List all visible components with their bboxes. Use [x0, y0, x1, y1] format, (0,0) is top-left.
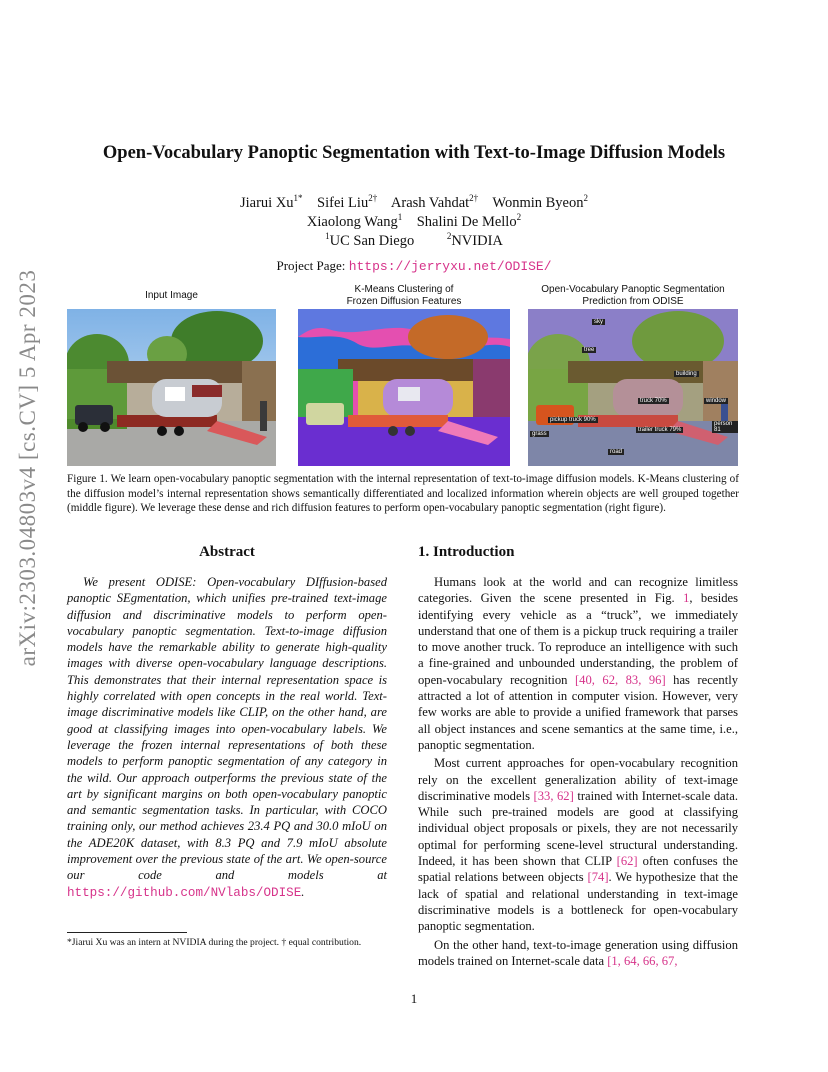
intro-paragraph-3: On the other hand, text-to-image generation using diffusion models trained on Internet-scale data [1, 64, 66, 67, — [418, 937, 738, 968]
citation[interactable]: [40, 62, 83, 96] — [574, 672, 666, 687]
citation[interactable]: [74] — [587, 870, 609, 885]
citation[interactable]: [1, 64, 66, 67, — [607, 953, 678, 968]
intro-paragraph-2: Most current approaches for open-vocabulary recognition rely on the excellent generalization ability of text-image discriminative models [33, 62] trained with Internet-scale data. While such pre-trained models are good at classifying individual object proposals or pixels, they are not necessarily optimal for performing scene-level structural understanding. Indeed, it has been shown that CLIP [62] often confuses the spatial relations between objects [74]. We hypothesize that the lack of spatial and relational understanding in text-image discriminative models is a bottleneck for open-vocabulary panoptic segmentation. — [418, 756, 738, 934]
panel-title-prediction: Open-Vocabulary Panoptic Segmentation Prediction from ODISE — [541, 284, 725, 307]
intro-heading: 1. Introduction — [418, 544, 515, 560]
figure-caption: Figure 1. We learn open-vocabulary panoptic segmentation with the internal representation of text-to-image diffusion models. K-Means clustering of the diffusion model’s internal representation shows semantically differentiated and localized information wherein objects are well grouped together (middle figure). We leverage these dense and rich diffusion features to perform open-vocabulary panoptic segmentation (right figure). — [67, 473, 739, 515]
author-name: Wonmin Byeon — [492, 195, 584, 211]
tag-pickup: pickup truck 90% — [550, 417, 596, 423]
tag-road: road — [610, 449, 623, 455]
citation[interactable]: [33, 62] — [533, 788, 574, 803]
intro-text — [418, 574, 738, 969]
prediction-image — [528, 309, 738, 466]
affiliation: UC San Diego — [329, 233, 415, 249]
panel-title-kmeans: K-Means Clustering of Frozen Diffusion Features — [346, 284, 462, 307]
arxiv-id[interactable]: arXiv:2303.04803v4 [cs.CV] 5 Apr 2023 — [15, 269, 40, 666]
tag-grass: grass — [532, 431, 547, 437]
citation[interactable]: [62] — [616, 854, 638, 869]
tag-truck: truck 70% — [640, 398, 667, 404]
prediction-drawing — [528, 309, 738, 466]
input-image-drawing — [67, 309, 276, 466]
affiliation-line: $^1$UC San Diego $^2$NVIDIA — [325, 231, 503, 249]
arxiv-stamp — [8, 269, 48, 666]
abstract-text: We present ODISE: Open-vocabulary DIffusion-based panoptic SEgmentation, which unifies pre-trained text-image diffusion and discriminative models to perform open-vocabulary panoptic segmentation. Text-to-image diffusion models have the remarkable ability to generate high-quality images with diverse open-vocabulary language descriptions. This demonstrates that their internal representation space is highly correlated with open concepts in the real world. Text-image discriminative models like CLIP, on the other hand, are good at classifying images into open-vocabulary labels. We leverage the frozen internal representations of both these models to perform panoptic segmentation of any category in the wild. Our approach outperforms the previous state of the art by significant margins on both open-vocabulary panoptic and semantic segmentation tasks. In particular, with COCO training only, our method achieves 23.4 PQ and 30.0 mIoU on the ADE20K dataset, with 8.3 PQ and 7.9 mIoU absolute improvement over the previous state of the art. We open-source our code and models at https://github.com/NVlabs/ODISE. — [67, 575, 387, 900]
project-page-label: Project Page: — [276, 258, 346, 273]
tag-tree: tree — [584, 347, 595, 353]
author-line-1: Jiarui $Xu^{1*}$ Sifei Liu$^{2\dagger}$ Arash Vahdat$^{2\dagger}$ Wonmin Byeon$^2$ — [239, 193, 588, 211]
abstract-heading: Abstract — [199, 544, 255, 560]
code-link[interactable]: https://github.com/NVlabs/ODISE — [67, 885, 302, 900]
footnote-rule — [67, 932, 187, 933]
author-name: Xiaolong Wang — [306, 214, 398, 230]
author-name: Sifei Liu — [317, 195, 369, 211]
page-number: 1 — [410, 991, 418, 1006]
affiliation: NVIDIA — [451, 233, 503, 249]
author-name: Jiarui Xu — [239, 195, 294, 211]
footnote: *Jiarui Xu was an intern at NVIDIA during the project. † equal contribution. — [67, 937, 362, 948]
intro-paragraph-1: Humans look at the world and can recognize limitless categories. Given the scene presented in Fig. 1, besides identifying every vehicle as a “truck”, we immediately understand that one of them is a pickup truck requiring a trailer to move another truck. To reproduce an intelligence with such a fine-grained and unbounded understanding, the problem of open-vocabulary recognition [40, 62, 83, 96] has recently attracted a lot of attention in computer vision. However, very few works are able to provide a unified framework that parses all object instances and scene semantics at the same time, i.e., panoptic segmentation. — [418, 575, 739, 752]
project-page-link[interactable]: https://jerryxu.net/ODISE/ — [348, 259, 552, 274]
input-image — [67, 309, 276, 466]
author-name: Arash Vahdat — [390, 195, 470, 211]
kmeans-image — [298, 309, 510, 466]
author-name: Shalini De Mello — [416, 214, 517, 230]
project-page-line — [0, 256, 828, 276]
tag-person: person 81 — [712, 421, 738, 433]
tag-window: window — [706, 398, 727, 404]
figure-ref[interactable]: 1 — [683, 591, 690, 606]
kmeans-drawing — [298, 309, 510, 466]
tag-building: building — [676, 371, 697, 377]
panel-title-input: Input Image — [145, 290, 198, 301]
author-line-2: Xiaolong Wang$^1$ Shalini De Mello$^2$ — [306, 212, 522, 230]
tag-sky: sky — [594, 319, 603, 325]
paper-title: Open-Vocabulary Panoptic Segmentation with Text-to-Image Diffusion Models — [102, 143, 726, 163]
tag-trailer: trailer truck 79% — [638, 427, 682, 433]
